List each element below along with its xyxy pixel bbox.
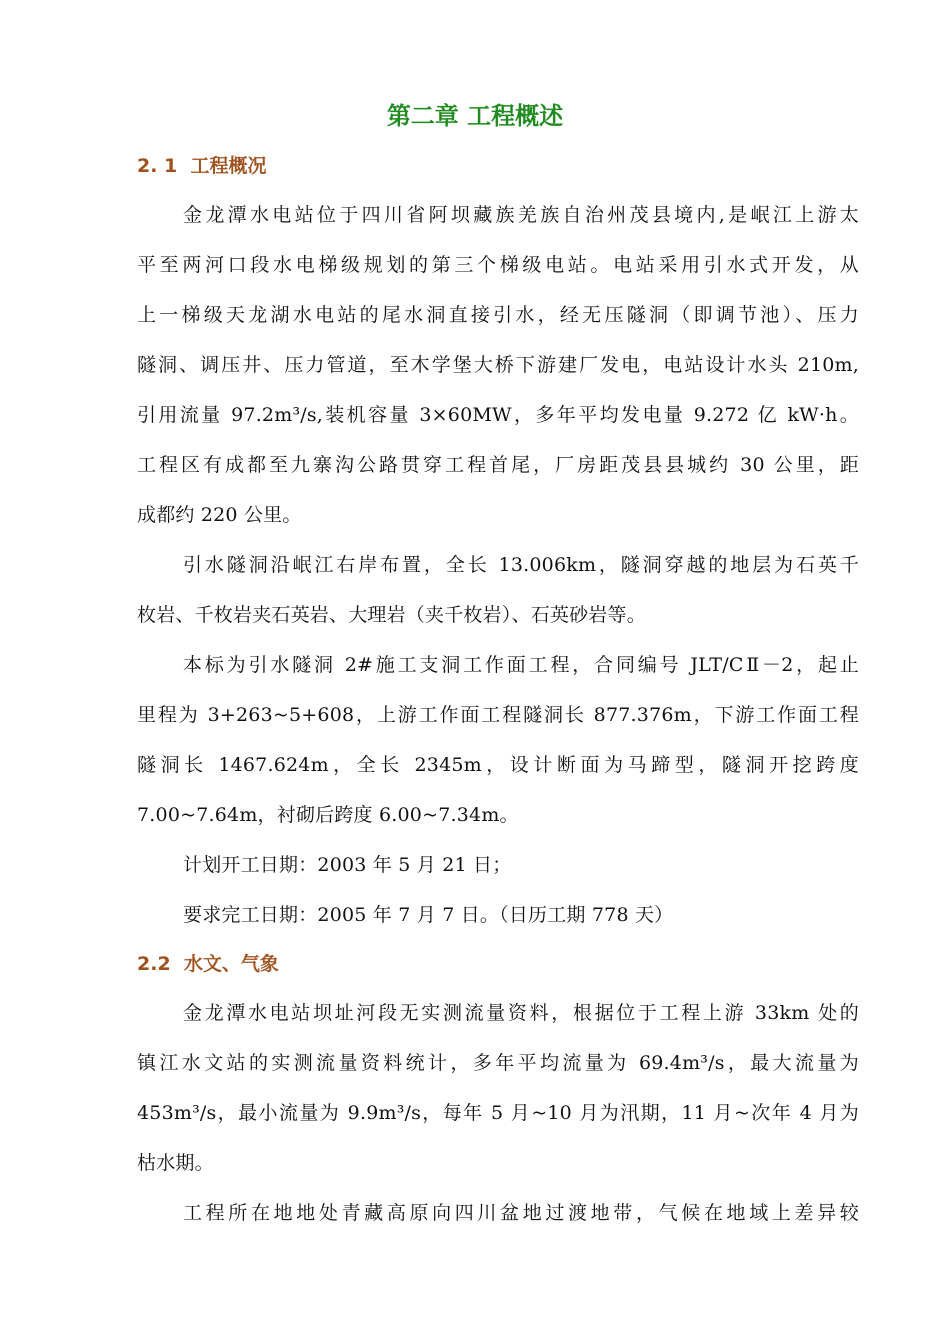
text-line: 平至两河口段水电梯级规划的第三个梯级电站。电站采用引水式开发，从 bbox=[137, 254, 859, 276]
text-line: 453m³/s，最小流量为 9.9m³/s，每年 5 月~10 月为汛期，11 月~次年 4 月为 bbox=[137, 1102, 859, 1124]
text-line: 工程区有成都至九寨沟公路贯穿工程首尾，厂房距茂县县城约 30 公里，距 bbox=[137, 454, 859, 476]
text-line: 引用流量 97.2m³/s,装机容量 3×60MW，多年平均发电量 9.272 亿 kW·h。 bbox=[137, 404, 859, 426]
text-line: 工程所在地地处青藏高原向四川盆地过渡地带，气候在地域上差异较 bbox=[183, 1202, 859, 1224]
paragraph-project-overview bbox=[137, 190, 859, 540]
text-line: 引水隧洞沿岷江右岸布置，全长 13.006km，隧洞穿越的地层为石英千 bbox=[183, 554, 859, 576]
text-line: 金龙潭水电站坝址河段无实测流量资料，根据位于工程上游 33km 处的 bbox=[183, 1002, 859, 1024]
text-line: 里程为 3+263~5+608，上游工作面工程隧洞长 877.376m，下游工作面工程 bbox=[137, 704, 859, 726]
chapter-title: 第二章 工程概述 bbox=[386, 102, 564, 130]
text-line: 本标为引水隧洞 2#施工支洞工作面工程，合同编号 JLT/CⅡ－2，起止 bbox=[183, 654, 859, 676]
text-line: 成都约 220 公里。 bbox=[137, 504, 302, 526]
paragraph-hydrology bbox=[137, 988, 859, 1188]
text-line: 隧洞长 1467.624m，全长 2345m，设计断面为马蹄型，隧洞开挖跨度 bbox=[137, 754, 859, 776]
text-line: 枚岩、千枚岩夹石英岩、大理岩（夹千枚岩）、石英砂岩等。 bbox=[137, 604, 646, 626]
paragraph-required-completion bbox=[137, 890, 859, 940]
text-line: 镇江水文站的实测流量资料统计，多年平均流量为 69.4m³/s，最大流量为 bbox=[137, 1052, 859, 1074]
section-heading-2-1: 2. 1 工程概况 bbox=[137, 155, 267, 177]
text-line: 金龙潭水电站位于四川省阿坝藏族羌族自治州茂县境内,是岷江上游太 bbox=[183, 204, 859, 226]
paragraph-planned-start bbox=[137, 840, 859, 890]
text-line: 上一梯级天龙湖水电站的尾水洞直接引水，经无压隧洞（即调节池）、压力 bbox=[137, 304, 859, 326]
text-line: 计划开工日期：2003 年 5 月 21 日； bbox=[183, 854, 512, 876]
text-line: 枯水期。 bbox=[137, 1152, 214, 1174]
paragraph-tunnel-route bbox=[137, 540, 859, 640]
text-line: 要求完工日期：2005 年 7 月 7 日。（日历工期 778 天） bbox=[183, 904, 674, 926]
section-heading-2-2: 2.2 水文、气象 bbox=[137, 953, 279, 975]
paragraph-contract-scope bbox=[137, 640, 859, 840]
text-line: 隧洞、调压井、压力管道，至木学堡大桥下游建厂发电，电站设计水头 210m, bbox=[137, 354, 859, 376]
paragraph-climate bbox=[137, 1188, 859, 1238]
text-line: 7.00~7.64m，衬砌后跨度 6.00~7.34m。 bbox=[137, 804, 519, 826]
